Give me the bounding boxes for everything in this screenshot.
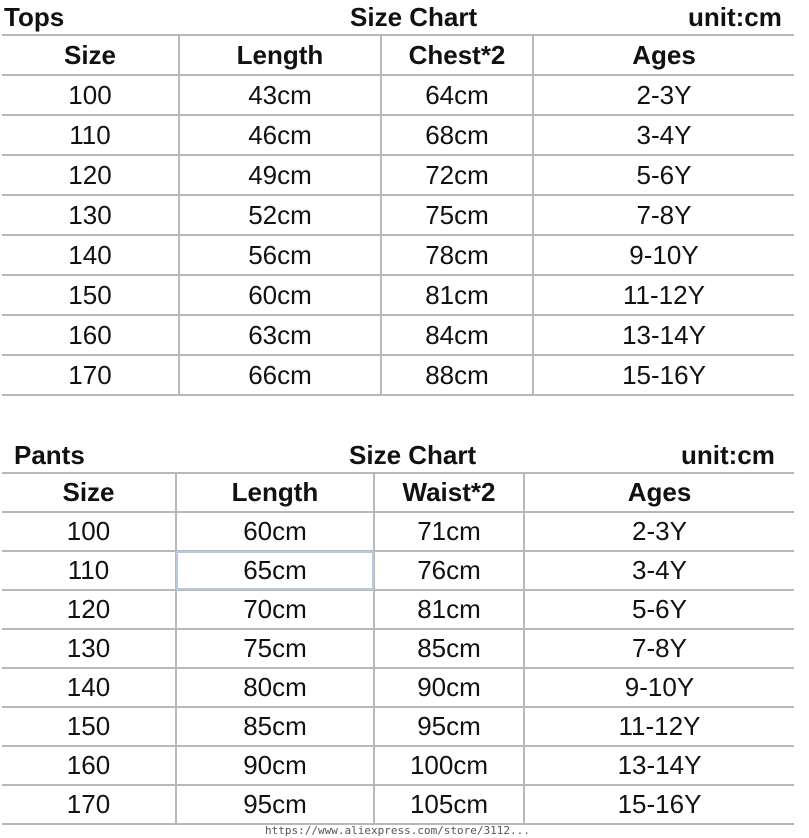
length-cell: 46cm	[179, 115, 381, 155]
chest-cell: 84cm	[381, 315, 533, 355]
ages-cell: 3-4Y	[533, 115, 794, 155]
size-cell: 110	[2, 551, 176, 590]
length-cell: 85cm	[176, 707, 374, 746]
ages-cell: 7-8Y	[524, 629, 794, 668]
size-cell: 130	[2, 195, 179, 235]
ages-cell: 9-10Y	[524, 668, 794, 707]
table-row	[2, 785, 794, 824]
ages-cell: 3-4Y	[524, 551, 794, 590]
length-cell: 80cm	[176, 668, 374, 707]
waist-cell: 81cm	[374, 590, 524, 629]
table-row	[2, 746, 794, 785]
size-cell: 150	[2, 707, 176, 746]
column-header: Size	[2, 473, 176, 512]
table-row	[2, 235, 794, 275]
ages-cell: 5-6Y	[533, 155, 794, 195]
table-row	[2, 707, 794, 746]
pants-unit-label: unit:cm	[681, 440, 775, 470]
waist-cell: 100cm	[374, 746, 524, 785]
size-cell: 140	[2, 235, 179, 275]
size-cell: 150	[2, 275, 179, 315]
size-cell: 170	[2, 785, 176, 824]
column-header: Chest*2	[381, 35, 533, 75]
length-cell: 56cm	[179, 235, 381, 275]
pants-header	[0, 438, 809, 472]
length-cell: 95cm	[176, 785, 374, 824]
length-cell: 60cm	[176, 512, 374, 551]
table-row	[2, 629, 794, 668]
store-url-watermark: https://www.aliexpress.com/store/3112...	[265, 824, 530, 837]
size-cell: 160	[2, 315, 179, 355]
length-cell: 49cm	[179, 155, 381, 195]
chest-cell: 81cm	[381, 275, 533, 315]
table-row	[2, 355, 794, 395]
ages-cell: 7-8Y	[533, 195, 794, 235]
column-header: Ages	[533, 35, 794, 75]
waist-cell: 105cm	[374, 785, 524, 824]
tops-unit-label: unit:cm	[688, 2, 782, 32]
size-cell: 120	[2, 590, 176, 629]
ages-cell: 15-16Y	[524, 785, 794, 824]
size-cell: 140	[2, 668, 176, 707]
length-cell: 60cm	[179, 275, 381, 315]
ages-cell: 2-3Y	[533, 75, 794, 115]
size-cell: 170	[2, 355, 179, 395]
waist-cell: 90cm	[374, 668, 524, 707]
tops-header	[0, 0, 809, 34]
waist-cell: 76cm	[374, 551, 524, 590]
size-cell: 120	[2, 155, 179, 195]
ages-cell: 2-3Y	[524, 512, 794, 551]
tops-title: Tops	[4, 2, 65, 32]
pants-size-chart-title: Size Chart	[349, 440, 477, 470]
tops-size-chart-title: Size Chart	[350, 2, 478, 32]
ages-cell: 5-6Y	[524, 590, 794, 629]
ages-cell: 11-12Y	[533, 275, 794, 315]
length-cell: 43cm	[179, 75, 381, 115]
table-header-row	[2, 35, 794, 75]
length-cell: 90cm	[176, 746, 374, 785]
length-cell: 66cm	[179, 355, 381, 395]
ages-cell: 13-14Y	[533, 315, 794, 355]
column-header: Size	[2, 35, 179, 75]
pants-title: Pants	[14, 440, 85, 470]
length-cell: 63cm	[179, 315, 381, 355]
pants-table	[2, 472, 794, 825]
table-row	[2, 275, 794, 315]
length-cell: 70cm	[176, 590, 374, 629]
ages-cell: 13-14Y	[524, 746, 794, 785]
column-header: Length	[176, 473, 374, 512]
column-header: Waist*2	[374, 473, 524, 512]
table-row	[2, 551, 794, 590]
ages-cell: 11-12Y	[524, 707, 794, 746]
waist-cell: 95cm	[374, 707, 524, 746]
tops-size-chart	[0, 0, 809, 395]
waist-cell: 71cm	[374, 512, 524, 551]
length-cell: 75cm	[176, 629, 374, 668]
chest-cell: 78cm	[381, 235, 533, 275]
size-cell: 100	[2, 75, 179, 115]
table-row	[2, 668, 794, 707]
chest-cell: 68cm	[381, 115, 533, 155]
size-cell: 100	[2, 512, 176, 551]
waist-cell: 85cm	[374, 629, 524, 668]
table-row	[2, 155, 794, 195]
size-cell: 130	[2, 629, 176, 668]
chest-cell: 64cm	[381, 75, 533, 115]
column-header: Ages	[524, 473, 794, 512]
table-row	[2, 315, 794, 355]
size-cell: 110	[2, 115, 179, 155]
table-header-row	[2, 473, 794, 512]
chest-cell: 75cm	[381, 195, 533, 235]
ages-cell: 15-16Y	[533, 355, 794, 395]
table-row	[2, 512, 794, 551]
size-cell: 160	[2, 746, 176, 785]
ages-cell: 9-10Y	[533, 235, 794, 275]
table-row	[2, 75, 794, 115]
chest-cell: 72cm	[381, 155, 533, 195]
table-row	[2, 115, 794, 155]
length-cell: 52cm	[179, 195, 381, 235]
chest-cell: 88cm	[381, 355, 533, 395]
tops-table	[2, 34, 794, 396]
pants-size-chart	[0, 436, 809, 826]
table-row	[2, 590, 794, 629]
length-cell-selected[interactable]: 65cm	[176, 551, 374, 590]
table-row	[2, 195, 794, 235]
column-header: Length	[179, 35, 381, 75]
